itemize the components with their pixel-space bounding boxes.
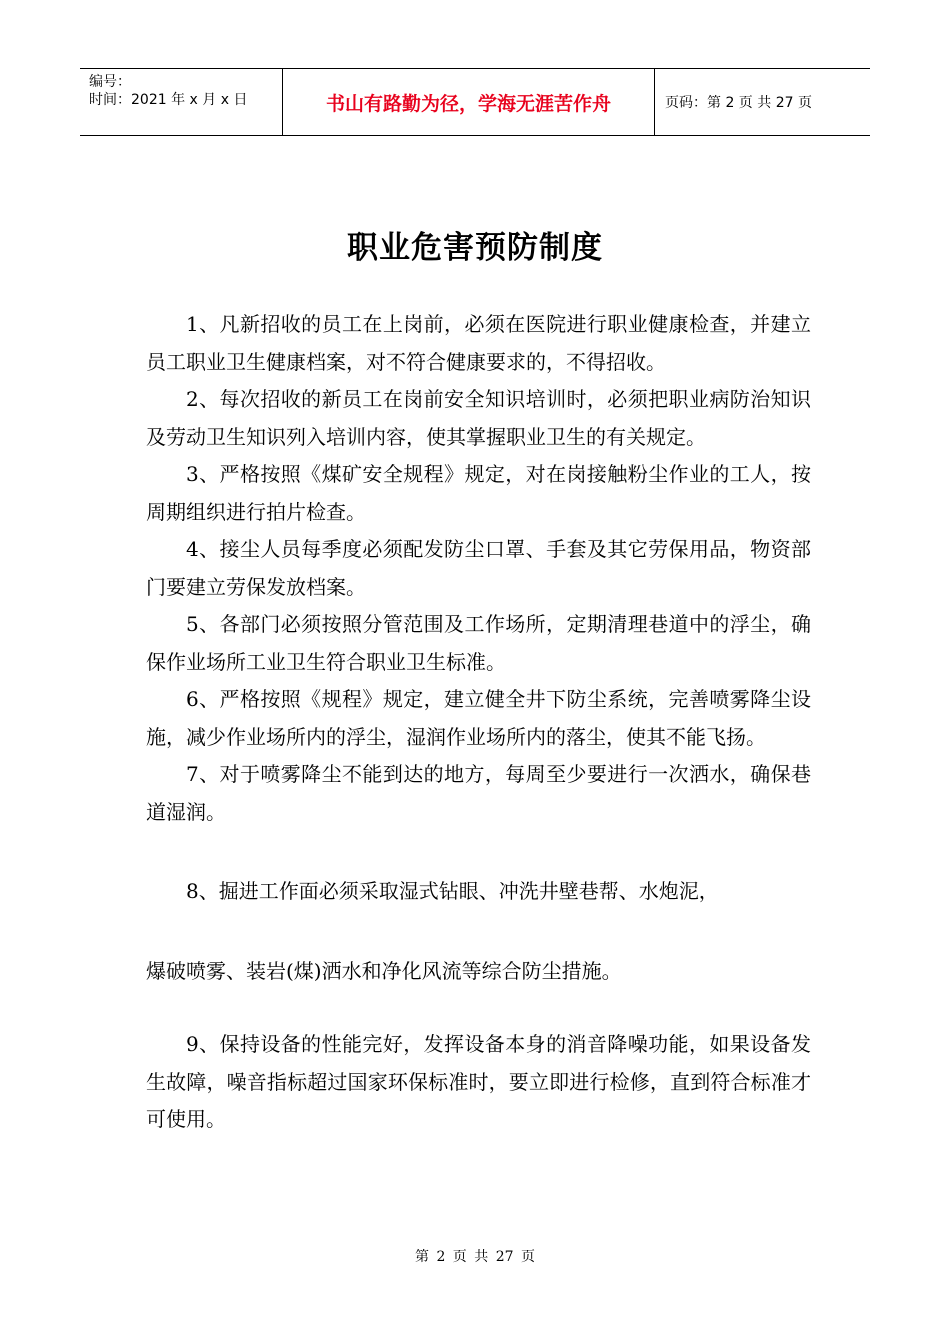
header-time-label: 时间：2021 年 x 月 x 日: [89, 92, 248, 108]
paragraph-2: 2、每次招收的新员工在岗前安全知识培训时，必须把职业病防治知识及劳动卫生知识列入培训内容，使其掌握职业卫生的有关规定。: [146, 387, 811, 449]
document-header: [80, 68, 870, 136]
paragraph-5: 5、各部门必须按照分管范围及工作场所，定期清理巷道中的浮尘，确保作业场所工业卫生符合职业卫生标准。: [146, 612, 811, 674]
header-code-label: 编号：: [89, 74, 131, 90]
header-motto: 书山有路勤为径，学海无涯苦作舟: [282, 69, 655, 135]
paragraph-4: 4、接尘人员每季度必须配发防尘口罩、手套及其它劳保用品，物资部门要建立劳保发放档案。: [146, 537, 811, 599]
paragraph-7: 7、对于喷雾降尘不能到达的地方，每周至少要进行一次洒水，确保巷道湿润。: [146, 762, 811, 824]
paragraph-9: 9、保持设备的性能完好，发挥设备本身的消音降噪功能，如果设备发生故障，噪音指标超过国家环保标准时，要立即进行检修，直到符合标准才可使用。: [146, 1032, 811, 1131]
header-page-info: 页码：第 2 页 共 27 页: [665, 95, 812, 111]
paragraph-8-continued: 爆破喷雾、装岩(煤)洒水和净化风流等综合防尘措施。: [146, 958, 622, 983]
paragraph-1: 1、凡新招收的员工在上岗前，必须在医院进行职业健康检查，并建立员工职业卫生健康档案，对不符合健康要求的，不得招收。: [146, 312, 811, 374]
paragraph-8: 8、掘进工作面必须采取湿式钻眼、冲洗井壁巷帮、水炮泥，: [186, 879, 719, 903]
document-body: [146, 306, 811, 1139]
document-title: 职业危害预防制度: [347, 230, 603, 266]
paragraph-3: 3、严格按照《煤矿安全规程》规定，对在岗接触粉尘作业的工人，按周期组织进行拍片检查。: [146, 462, 811, 524]
paragraph-6: 6、严格按照《规程》规定，建立健全井下防尘系统，完善喷雾降尘设施，减少作业场所内的浮尘，湿润作业场所内的落尘，使其不能飞扬。: [146, 687, 811, 749]
page-footer: 第 2 页 共 27 页: [415, 1249, 535, 1265]
header-meta: [80, 69, 282, 135]
